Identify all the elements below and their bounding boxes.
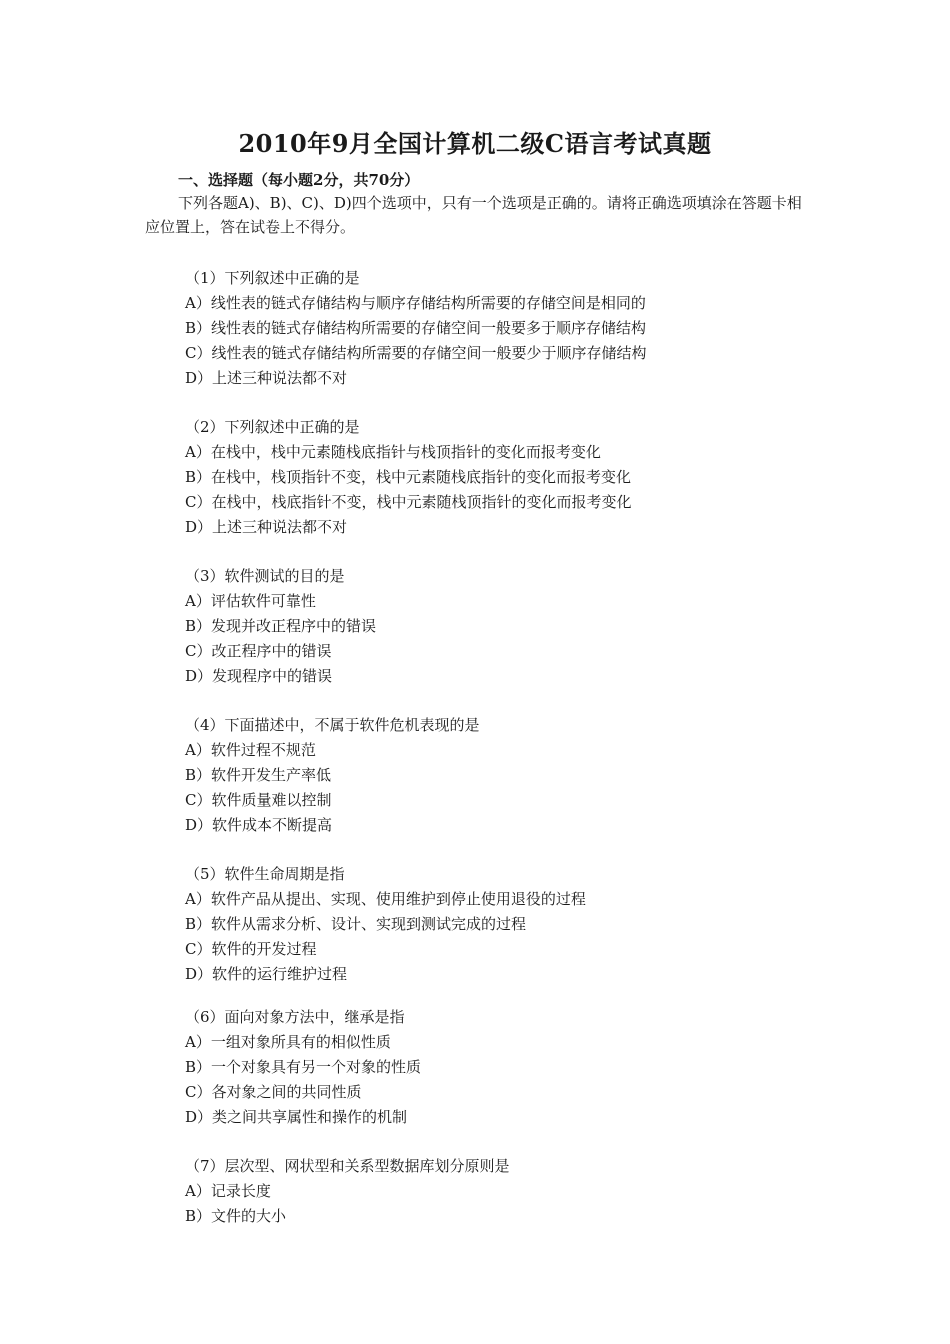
option-a: A）软件产品从提出、实现、使用维护到停止使用退役的过程 bbox=[185, 890, 586, 908]
option-b: B）在栈中，栈顶指针不变，栈中元素随栈底指针的变化而报考变化 bbox=[185, 468, 632, 486]
option-a: A）记录长度 bbox=[185, 1182, 271, 1200]
option-b: B）文件的大小 bbox=[185, 1207, 287, 1225]
option-c: C）线性表的链式存储结构所需要的存储空间一般要少于顺序存储结构 bbox=[185, 344, 647, 362]
option-b: B）发现并改正程序中的错误 bbox=[185, 617, 377, 635]
option-c: C）各对象之间的共同性质 bbox=[185, 1083, 362, 1101]
option-a: A）在栈中，栈中元素随栈底指针与栈顶指针的变化而报考变化 bbox=[185, 443, 601, 461]
question-5 bbox=[185, 862, 825, 987]
question-list bbox=[185, 266, 825, 1253]
section-heading: 一、选择题（每小题2分，共70分） bbox=[178, 171, 420, 189]
option-b: B）软件从需求分析、设计、实现到测试完成的过程 bbox=[185, 915, 527, 933]
option-b: B）软件开发生产率低 bbox=[185, 766, 332, 784]
option-d: D）软件成本不断提高 bbox=[185, 816, 333, 834]
question-2 bbox=[185, 415, 825, 540]
question-stem: （7）层次型、网状型和关系型数据库划分原则是 bbox=[185, 1157, 510, 1175]
question-4 bbox=[185, 713, 825, 838]
question-7 bbox=[185, 1154, 825, 1229]
option-c: C）在栈中，栈底指针不变，栈中元素随栈顶指针的变化而报考变化 bbox=[185, 493, 632, 511]
option-b: B）线性表的链式存储结构所需要的存储空间一般要多于顺序存储结构 bbox=[185, 319, 647, 337]
option-c: C）软件质量难以控制 bbox=[185, 791, 332, 809]
option-c: C）改正程序中的错误 bbox=[185, 642, 332, 660]
option-d: D）上述三种说法都不对 bbox=[185, 518, 348, 536]
document-title: 2010年9月全国计算机二级C语言考试真题 bbox=[238, 129, 712, 158]
question-stem: （5）软件生命周期是指 bbox=[185, 865, 345, 883]
option-a: A）一组对象所具有的相似性质 bbox=[185, 1033, 391, 1051]
option-d: D）类之间共享属性和操作的机制 bbox=[185, 1108, 408, 1126]
option-a: A）评估软件可靠性 bbox=[185, 592, 316, 610]
question-stem: （2）下列叙述中正确的是 bbox=[185, 418, 360, 436]
question-3 bbox=[185, 564, 825, 689]
question-1 bbox=[185, 266, 825, 391]
option-c: C）软件的开发过程 bbox=[185, 940, 317, 958]
option-a: A）软件过程不规范 bbox=[185, 741, 316, 759]
option-d: D）上述三种说法都不对 bbox=[185, 369, 348, 387]
question-stem: （1）下列叙述中正确的是 bbox=[185, 269, 360, 287]
option-a: A）线性表的链式存储结构与顺序存储结构所需要的存储空间是相同的 bbox=[185, 294, 646, 312]
question-stem: （4）下面描述中，不属于软件危机表现的是 bbox=[185, 716, 480, 734]
question-stem: （3）软件测试的目的是 bbox=[185, 567, 345, 585]
question-6 bbox=[185, 1005, 825, 1130]
question-stem: （6）面向对象方法中，继承是指 bbox=[185, 1008, 405, 1026]
option-b: B）一个对象具有另一个对象的性质 bbox=[185, 1058, 422, 1076]
instructions-paragraph: 下列各题A)、B)、C)、D)四个选项中，只有一个选项是正确的。请将正确选项填涂在答题卡相应位置上，答在试卷上不得分。 bbox=[145, 194, 802, 236]
option-d: D）发现程序中的错误 bbox=[185, 667, 333, 685]
option-d: D）软件的运行维护过程 bbox=[185, 965, 348, 983]
